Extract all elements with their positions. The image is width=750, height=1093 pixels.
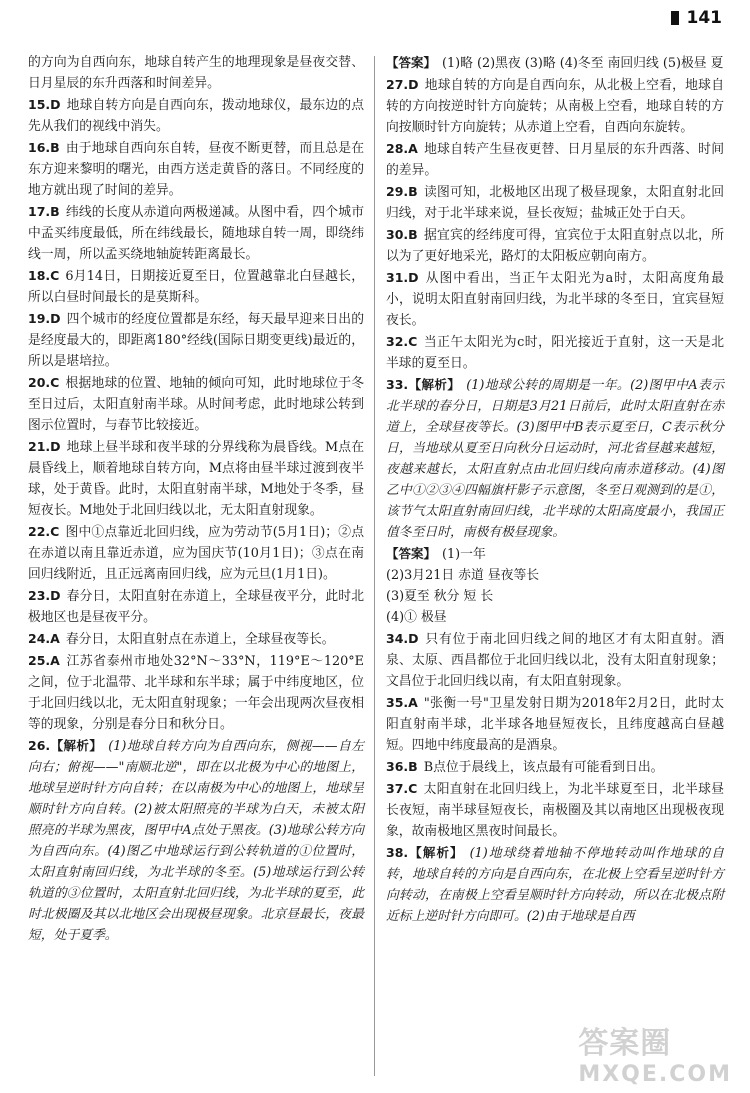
explanation-text: 只有位于南北回归线之间的地区才有太阳直射。酒泉、太原、西昌都位于北回归线以北，没有太阳直射现象；文昌位于北回归线以南，有太阳直射现象。 bbox=[386, 632, 724, 689]
explanation-text: 春分日，太阳直射点在赤道上，全球昼夜等长。 bbox=[65, 632, 335, 647]
answer-letter: D bbox=[50, 97, 61, 112]
answer-letter: C bbox=[408, 781, 418, 796]
section-tag: 【解析】 bbox=[408, 377, 461, 392]
question-number: 25. bbox=[28, 653, 51, 668]
question-number: 31. bbox=[386, 270, 409, 285]
question-number: 16. bbox=[28, 140, 51, 155]
header-mark-icon bbox=[671, 11, 679, 25]
answer-letter: B bbox=[50, 204, 60, 219]
explanation-text: (1)一年 bbox=[442, 547, 486, 562]
answer-letter: D bbox=[408, 77, 419, 92]
answer-letter: B bbox=[408, 759, 418, 774]
answer-letter: A bbox=[408, 695, 418, 710]
answer-item bbox=[386, 374, 724, 543]
explanation-text: (2)3月21日 赤道 昼夜等长 bbox=[386, 568, 540, 583]
answer-letter: A bbox=[408, 141, 418, 156]
answer-item bbox=[28, 650, 364, 735]
answer-item bbox=[386, 607, 724, 628]
answer-item bbox=[386, 74, 724, 138]
answer-item bbox=[386, 778, 724, 842]
question-number: 18. bbox=[28, 268, 51, 283]
answer-letter: A bbox=[50, 631, 60, 646]
answer-item bbox=[386, 52, 724, 74]
question-number: 30. bbox=[386, 227, 409, 242]
explanation-text: 由于地球自西向东自转，昼夜不断更替，而且总是在东方迎来黎明的曙光，由西方送走黄昏的落日。不同经度的地方就出现了时间的差异。 bbox=[28, 141, 364, 198]
section-tag: 【解析】 bbox=[408, 845, 464, 860]
answer-item bbox=[386, 756, 724, 778]
page-header bbox=[671, 8, 723, 28]
answer-item bbox=[386, 181, 724, 224]
explanation-text: (3)夏至 秋分 短 长 bbox=[386, 589, 494, 604]
answer-letter: D bbox=[50, 439, 61, 454]
answer-letter: C bbox=[50, 524, 60, 539]
section-tag: 【答案】 bbox=[386, 55, 437, 70]
question-number: 26. bbox=[28, 738, 51, 753]
explanation-text: 春分日，太阳直射在赤道上，全球昼夜平分，此时北极地区也是昼夜平分。 bbox=[28, 589, 364, 625]
question-number: 15. bbox=[28, 97, 51, 112]
answer-item bbox=[28, 628, 364, 650]
column-divider bbox=[374, 56, 375, 1076]
explanation-text: 从图中看出，当正午太阳光为a时，太阳高度角最小，说明太阳直射南回归线，为北半球的冬至日，宜宾昼短夜长。 bbox=[386, 271, 724, 328]
right-column bbox=[386, 52, 724, 927]
question-number: 20. bbox=[28, 375, 51, 390]
explanation-text: 四个城市的经度位置都是东经，每天最早迎来日出的是经度最大的，即距离180°经线(国际日期变更线)最近的，所以是堪培拉。 bbox=[28, 312, 364, 369]
answer-letter: D bbox=[408, 270, 419, 285]
explanation-text: (1)略 (2)黑夜 (3)略 (4)冬至 南回归线 (5)极昼 夏 bbox=[442, 56, 724, 71]
question-number: 17. bbox=[28, 204, 51, 219]
explanation-text: 地球自转的方向是自西向东，从北极上空看，地球自转的方向按逆时针方向旋转；从南极上空看，地球自转的方向按顺时针方向旋转；从赤道上空看，自西向东旋转。 bbox=[386, 78, 724, 135]
question-number: 21. bbox=[28, 439, 51, 454]
answer-item bbox=[28, 52, 364, 94]
answer-item bbox=[28, 521, 364, 585]
question-number: 24. bbox=[28, 631, 51, 646]
explanation-text: 地球自转方向是自西向东，拨动地球仪，最东边的点先从我们的视线中消失。 bbox=[28, 98, 364, 134]
explanation-text: 读图可知，北极地区出现了极昼现象，太阳直射北回归线，对于北半球来说，昼长夜短；盐城正处于白天。 bbox=[386, 185, 724, 221]
answer-item bbox=[386, 138, 724, 181]
question-number: 32. bbox=[386, 334, 409, 349]
question-number: 29. bbox=[386, 184, 409, 199]
explanation-text: (1)地球绕着地轴不停地转动叫作地球的自转，地球自转的方向是自西向东，在北极上空看呈逆时针方向转动，在南极上空看呈顺时针方向转动，所以在北极点附近标上逆时针方向即可。(2)由于地球是自西 bbox=[386, 846, 724, 924]
answer-item bbox=[28, 201, 364, 265]
answer-letter: D bbox=[50, 311, 61, 326]
answer-letter: C bbox=[50, 375, 60, 390]
explanation-text: 当正午太阳光为c时，阳光接近于直射，这一天是北半球的夏至日。 bbox=[386, 335, 724, 371]
left-column bbox=[28, 52, 364, 946]
question-number: 37. bbox=[386, 781, 409, 796]
answer-item bbox=[386, 842, 724, 927]
question-number: 19. bbox=[28, 311, 51, 326]
explanation-text: 地球上昼半球和夜半球的分界线称为晨昏线。M点在晨昏线上，顺着地球自转方向，M点将由昼半球过渡到夜半球，处于黄昏。此时，太阳直射南半球，M地处于冬季，昼短夜长。M地处于北回归线以北，无太阳直射现象。 bbox=[28, 440, 364, 518]
question-number: 22. bbox=[28, 524, 51, 539]
answer-letter: C bbox=[50, 268, 60, 283]
answer-letter: B bbox=[50, 140, 60, 155]
answer-item bbox=[386, 565, 724, 586]
explanation-text: 6月14日，日期接近夏至日，位置越靠北白昼越长，所以白昼时间最长的是莫斯科。 bbox=[28, 269, 364, 305]
question-number: 35. bbox=[386, 695, 409, 710]
answer-item bbox=[386, 543, 724, 565]
question-number: 23. bbox=[28, 588, 51, 603]
question-number: 27. bbox=[386, 77, 409, 92]
answer-item bbox=[28, 137, 364, 201]
question-number: 38. bbox=[386, 845, 409, 860]
answer-item bbox=[28, 308, 364, 372]
answer-letter: D bbox=[50, 588, 61, 603]
answer-item bbox=[28, 265, 364, 308]
answer-letter: D bbox=[408, 631, 419, 646]
answer-item bbox=[386, 628, 724, 692]
explanation-text: 太阳直射在北回归线上，为北半球夏至日，北半球昼长夜短，南半球昼短夜长，南极圈及其以南地区出现极夜现象，故南极地区黑夜时间最长。 bbox=[386, 782, 724, 839]
explanation-text: 图中①点靠近北回归线，应为劳动节(5月1日)；②点在赤道以南且靠近赤道，应为国庆节(10月1日)；③点在南回归线附近，且正远离南回归线，应为元旦(1月1日)。 bbox=[28, 525, 364, 582]
answer-item bbox=[28, 94, 364, 137]
explanation-text: 江苏省泰州市地处32°N～33°N，119°E～120°E之间，位于北温带、北半球和东半球；属于中纬度地区，位于北回归线以北，无太阳直射现象；一年会出现两次昼夜相等的现象，分别是春分日和秋分日。 bbox=[28, 654, 364, 732]
explanation-text: "张衡一号"卫星发射日期为2018年2月2日，此时太阳直射南半球，北半球各地昼短夜长，且纬度越高白昼越短。四地中纬度最高的是酒泉。 bbox=[386, 696, 724, 753]
watermark-line2: MXQE.COM bbox=[578, 1062, 732, 1087]
watermark bbox=[578, 1018, 732, 1087]
explanation-text: 纬线的长度从赤道向两极递减。从图中看，四个城市中孟买纬度最低，所在纬线最长，随地球自转一周，即绕纬线一周，所以孟买绕地轴旋转距离最长。 bbox=[28, 205, 364, 262]
explanation-text: 的方向为自西向东，地球自转产生的地理现象是昼夜交替、日月星辰的东升西落和时间差异。 bbox=[28, 55, 364, 91]
answer-item bbox=[28, 436, 364, 521]
answer-letter: A bbox=[50, 653, 60, 668]
explanation-text: B点位于晨线上，该点最有可能看到日出。 bbox=[423, 760, 664, 775]
page-number: 141 bbox=[686, 8, 722, 28]
answer-item bbox=[28, 735, 364, 946]
question-number: 28. bbox=[386, 141, 409, 156]
answer-item bbox=[28, 372, 364, 436]
explanation-text: 地球自转产生昼夜更替、日月星辰的东升西落、时间的差异。 bbox=[386, 142, 724, 178]
answer-letter: B bbox=[408, 184, 418, 199]
section-tag: 【答案】 bbox=[386, 546, 437, 561]
question-number: 33. bbox=[386, 377, 409, 392]
answer-item bbox=[386, 586, 724, 607]
answer-item bbox=[386, 267, 724, 331]
answer-letter: B bbox=[408, 227, 418, 242]
question-number: 36. bbox=[386, 759, 409, 774]
answer-letter: C bbox=[408, 334, 418, 349]
answer-item bbox=[386, 692, 724, 756]
explanation-text: (4)① 极昼 bbox=[386, 610, 447, 625]
explanation-text: (1)地球公转的周期是一年。(2)图甲中A表示北半球的春分日，日期是3月21日前后，此时太阳直射在赤道上，全球昼夜等长。(3)图甲中B表示夏至日，C表示秋分日，当地球从夏至日向秋分日运动时，河北省昼越来越短，夜越来越长，太阳直射点由北回归线向南赤道移动。(4)图乙中①②③④四幅旗杆影子示意图，冬至日观测到的是①，该节气太阳直射南回归线，北半球的太阳高度最小，我国正值冬至日时，南极有极昼现象。 bbox=[386, 378, 724, 540]
explanation-text: (1)地球自转方向为自西向东，侧视——自左向右；俯视——"南顺北逆"，即在以北极为中心的地图上，地球呈逆时针方向自转；在以南极为中心的地图上，地球呈顺时针方向自转。(2)被太阳照亮的半球为白天，未被太阳照亮的半球为黑夜，图甲中A点处于黑夜。(3)地球公转方向为自西向东。(4)图乙中地球运行到公转轨道的①位置时，太阳直射南回归线，为北半球的冬至。(5)地球运行到公转轨道的③位置时，太阳直射北回归线，为北半球的夏至，此时北极圈及其以北地区会出现极昼现象。北京昼最长，夜最短，处于夏季。 bbox=[28, 739, 364, 943]
answer-item bbox=[386, 224, 724, 267]
answer-item bbox=[386, 331, 724, 374]
answer-item bbox=[28, 585, 364, 628]
section-tag: 【解析】 bbox=[50, 738, 103, 753]
explanation-text: 根据地球的位置、地轴的倾向可知，此时地球位于冬至日过后，太阳直射南半球。从时间考虑，此时地球公转到图示位置时，与春节比较接近。 bbox=[28, 376, 364, 433]
explanation-text: 据宜宾的经纬度可得，宜宾位于太阳直射点以北，所以为了更好地采光，路灯的太阳板应朝向南方。 bbox=[386, 228, 724, 264]
question-number: 34. bbox=[386, 631, 409, 646]
watermark-line1: 答案圈 bbox=[578, 1026, 672, 1061]
